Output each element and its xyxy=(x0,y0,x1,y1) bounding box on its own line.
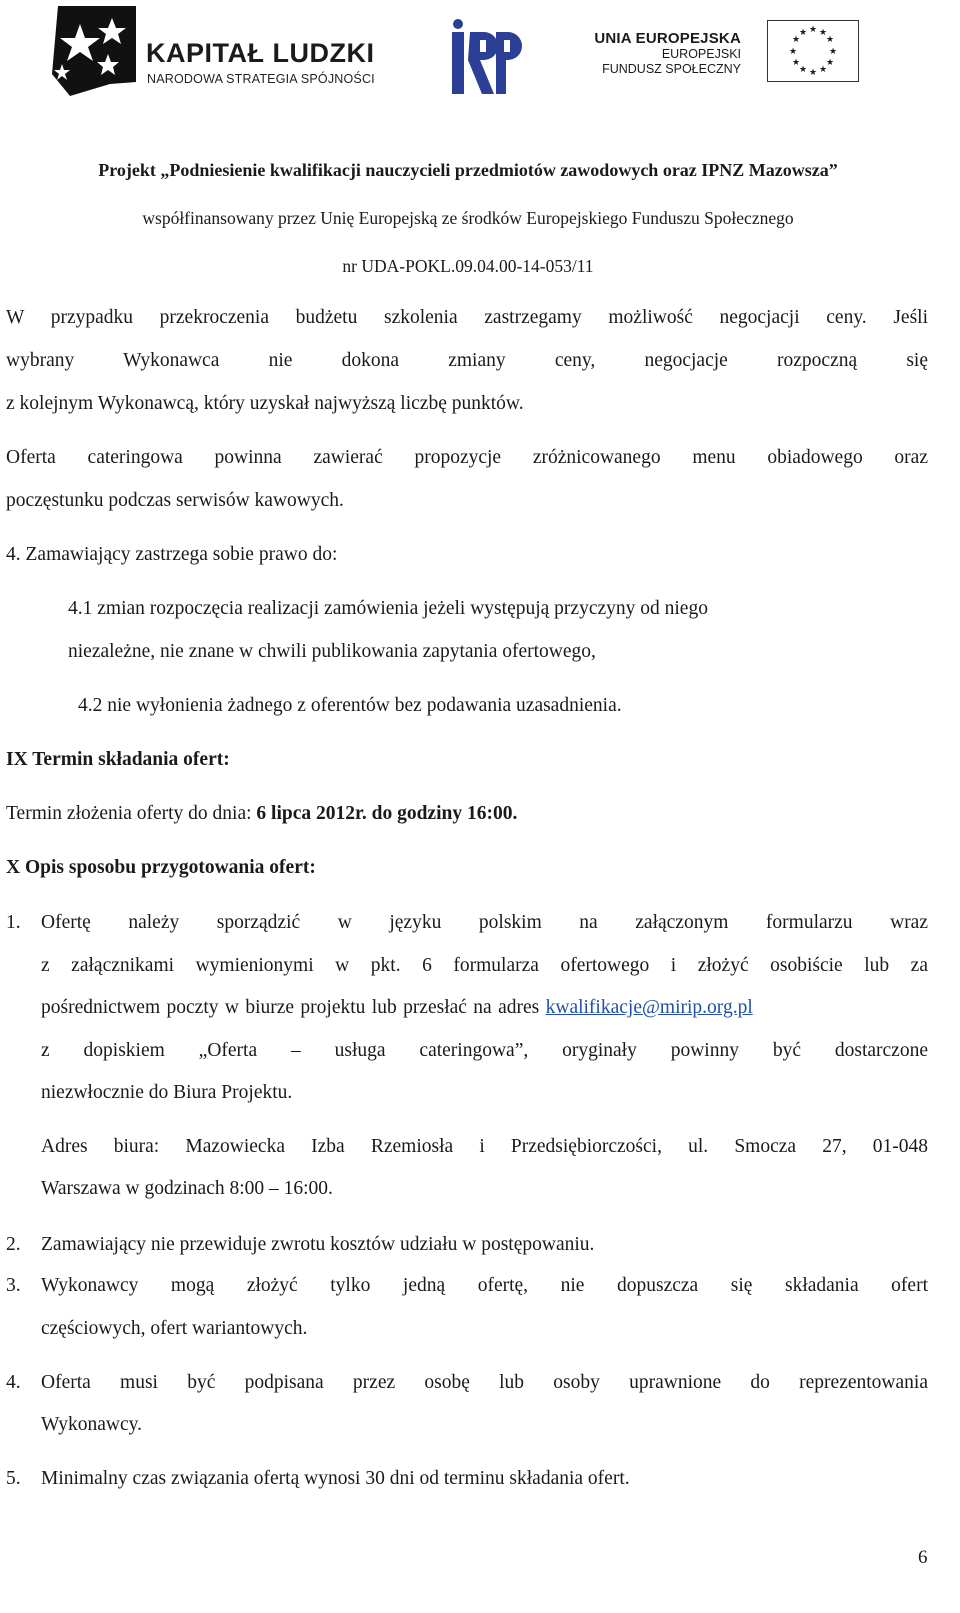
cofinancing-note: współfinansowany przez Unię Europejską ze środków Europejskiego Funduszu Społecznego xyxy=(142,208,794,228)
item-4: 4. Zamawiający zastrzega sobie prawo do: xyxy=(6,544,338,565)
office-address-line2: Warszawa w godzinach 8:00 – 16:00. xyxy=(41,1178,333,1199)
offer-item-1-line3 xyxy=(41,996,753,1020)
svg-text:★: ★ xyxy=(818,28,828,38)
irp-logo-icon xyxy=(446,18,526,98)
offer-item-1-line4: z dopiskiem „Oferta – usługa cateringowa”, oryginały powinny być dostarczone xyxy=(41,1040,928,1061)
eu-logo-line2: EUROPEJSKI xyxy=(661,47,741,61)
offer-item-2-number: 2. xyxy=(6,1234,21,1255)
paragraph-catering-line1: Oferta cateringowa powinna zawierać propozycje zróżnicowanego menu obiadowego oraz xyxy=(6,447,928,468)
offer-item-1-line2: z załącznikami wymienionymi w pkt. 6 formularza ofertowego i złożyć osobiście lub za xyxy=(41,955,928,976)
svg-text:★: ★ xyxy=(788,47,798,57)
svg-text:★: ★ xyxy=(791,35,801,45)
item-4-2: 4.2 nie wyłonienia żadnego z oferentów bez podawania uzasadnienia. xyxy=(78,695,622,716)
kapital-ludzki-subtitle: NARODOWA STRATEGIA SPÓJNOŚCI xyxy=(147,72,375,86)
logo-strip xyxy=(0,0,960,110)
section-x-heading: X Opis sposobu przygotowania ofert: xyxy=(6,857,316,878)
offer-item-4-number: 4. xyxy=(6,1372,21,1393)
offer-item-1-line3-text: pośrednictwem poczty w biurze projektu lub przesłać na adres xyxy=(41,997,546,1018)
eu-logo xyxy=(594,20,865,86)
svg-text:★: ★ xyxy=(798,28,808,38)
eu-logo-line3: FUNDUSZ SPOŁECZNY xyxy=(602,62,741,76)
kapital-ludzki-title: KAPITAŁ LUDZKI xyxy=(146,38,375,68)
kapital-ludzki-logo xyxy=(50,4,390,100)
eu-flag-icon xyxy=(767,20,859,82)
offer-item-1-line1: Ofertę należy sporządzić w języku polskim na załączonym formularzu wraz xyxy=(41,912,928,933)
deadline-value: 6 lipca 2012r. do godziny 16:00. xyxy=(256,803,518,824)
offer-item-5-text: Minimalny czas związania ofertą wynosi 30 dni od terminu składania ofert. xyxy=(41,1468,630,1489)
project-title: Projekt „Podniesienie kwalifikacji nauczycieli przedmiotów zawodowych oraz IPNZ Mazowsza” xyxy=(98,160,838,180)
svg-text:★: ★ xyxy=(808,25,818,35)
svg-text:★: ★ xyxy=(791,58,801,68)
office-address-line1: Adres biura: Mazowiecka Izba Rzemiosła i Przedsiębiorczości, ul. Smocza 27, 01-048 xyxy=(41,1136,928,1157)
offer-item-2-text: Zamawiający nie przewiduje zwrotu kosztów udziału w postępowaniu. xyxy=(41,1234,595,1255)
eu-logo-line1: UNIA EUROPEJSKA xyxy=(594,30,741,47)
section-ix-heading: IX Termin składania ofert: xyxy=(6,749,230,770)
email-link[interactable]: kwalifikacje@mirip.org.pl xyxy=(545,997,753,1018)
kapital-ludzki-emblem-icon xyxy=(50,4,140,100)
offer-item-5-number: 5. xyxy=(6,1468,21,1489)
svg-text:★: ★ xyxy=(808,68,818,78)
svg-text:★: ★ xyxy=(825,58,835,68)
item-4-1-line1: 4.1 zmian rozpoczęcia realizacji zamówienia jeżeli występują przyczyny od niego xyxy=(68,598,708,619)
offer-item-3-number: 3. xyxy=(6,1275,21,1296)
offer-item-1-line5: niezwłocznie do Biura Projektu. xyxy=(41,1082,293,1103)
item-4-1-line2: niezależne, nie znane w chwili publikowania zapytania ofertowego, xyxy=(68,641,596,662)
deadline-label: Termin złożenia oferty do dnia: xyxy=(6,803,257,824)
offer-item-3-line2: częściowych, ofert wariantowych. xyxy=(41,1318,308,1339)
svg-text:★: ★ xyxy=(828,47,838,57)
paragraph-budget-line2: wybrany Wykonawca nie dokona zmiany ceny, negocjacje rozpoczną się xyxy=(6,350,928,371)
paragraph-catering-line2: poczęstunku podczas serwisów kawowych. xyxy=(6,490,344,511)
svg-text:★: ★ xyxy=(825,35,835,45)
offer-item-4-line1: Oferta musi być podpisana przez osobę lub osoby uprawnione do reprezentowania xyxy=(41,1372,928,1393)
eu-logo-text xyxy=(594,30,741,77)
project-number: nr UDA-POKL.09.04.00-14-053/11 xyxy=(342,256,594,276)
irp-logo xyxy=(446,18,526,98)
offer-item-4-line2: Wykonawcy. xyxy=(41,1414,142,1435)
page-number: 6 xyxy=(918,1547,928,1568)
svg-text:★: ★ xyxy=(798,65,808,75)
svg-text:★: ★ xyxy=(818,65,828,75)
paragraph-budget-line3: z kolejnym Wykonawcą, który uzyskał najwyższą liczbę punktów. xyxy=(6,393,524,414)
paragraph-budget-line1: W przypadku przekroczenia budżetu szkolenia zastrzegamy możliwość negocjacji ceny. Jeśli xyxy=(6,307,928,328)
deadline-line xyxy=(6,802,517,826)
offer-item-1-number: 1. xyxy=(6,912,21,933)
offer-item-3-line1: Wykonawcy mogą złożyć tylko jedną ofertę, nie dopuszcza się składania ofert xyxy=(41,1275,928,1296)
